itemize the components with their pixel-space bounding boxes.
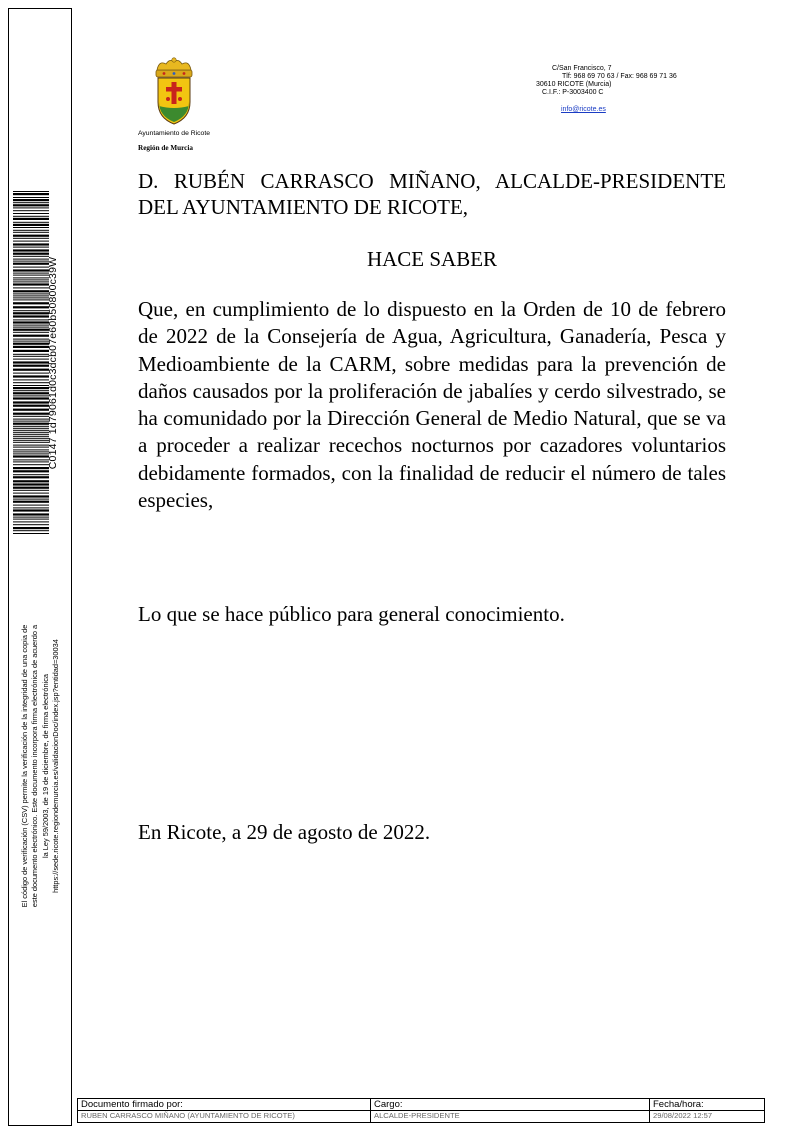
cargo-value: ALCALDE-PRESIDENTE: [371, 1111, 650, 1123]
barcode-bar: [13, 256, 49, 257]
firmado-value: RUBEN CARRASCO MIÑANO (AYUNTAMIENTO DE RICOTE): [78, 1111, 371, 1123]
barcode-bar: [13, 306, 49, 308]
barcode-bar: [13, 199, 49, 201]
barcode-bar: [13, 269, 49, 271]
barcode-bar: [13, 385, 49, 386]
barcode-bar: [13, 281, 49, 282]
barcode-bar: [13, 397, 49, 399]
barcode-bar: [13, 507, 49, 508]
barcode-bar: [13, 459, 49, 460]
barcode-bar: [13, 341, 49, 342]
barcode-bar: [13, 392, 49, 394]
fecha-value: 29/08/2022 12:57: [650, 1111, 765, 1123]
barcode-bar: [13, 279, 49, 280]
barcode-bar: [13, 210, 49, 211]
barcode-bar: [13, 235, 49, 237]
barcode-bar: [13, 436, 49, 437]
barcode-bar: [13, 447, 49, 448]
barcode-bar: [13, 533, 49, 534]
barcode-bar: [13, 312, 49, 314]
barcode-bar: [13, 409, 49, 411]
barcode-bar: [13, 449, 49, 450]
fecha-label: Fecha/hora:: [650, 1099, 765, 1111]
barcode-bar: [13, 207, 49, 208]
barcode-bar: [13, 395, 49, 396]
barcode-bar: [13, 295, 49, 296]
barcode-bar: [13, 238, 49, 239]
barcode-bar: [13, 343, 49, 345]
announcement-paragraph: Que, en cumplimiento de lo dispuesto en la Orden de 10 de febrero de 2022 de la Consejería de Agua, Agricultura, Ganadería, Pesca y Medioambiente de la CARM, sobre medidas para la prevención de daños causados por la proliferación de jabalíes y cerdo silvestrado, se ha comunidado por la Dirección General de Medio Natural, que se va a proceder a realizar recechos nocturnos por cazadores voluntarios debidamente formados, con la finalidad de reducir el número de tales especies,: [138, 297, 726, 513]
barcode-bar: [13, 259, 49, 260]
coat-of-arms-logo: [126, 56, 222, 156]
barcode-bar: [13, 483, 49, 485]
barcode-bar: [13, 273, 49, 274]
barcode-bar: [13, 369, 49, 371]
barcode-bar: [13, 213, 49, 214]
shield-icon: [158, 78, 190, 124]
barcode-bar: [13, 335, 49, 337]
barcode-bar: [13, 293, 49, 294]
barcode-bar: [13, 356, 49, 357]
barcode-bar: [13, 453, 49, 454]
barcode-bar: [13, 249, 49, 251]
crown-icon: [156, 58, 192, 77]
barcode-bar: [13, 202, 49, 203]
barcode-bar: [13, 290, 49, 292]
logo-region: Región de Murcia: [138, 144, 193, 152]
barcode-bar: [13, 519, 49, 520]
barcode-bar: [13, 373, 49, 374]
email-link[interactable]: info@ricote.es: [561, 106, 606, 113]
barcode-bar: [13, 232, 49, 233]
barcode-bar: [13, 467, 49, 469]
barcode-bar: [13, 423, 49, 425]
barcode-bar: [13, 204, 49, 206]
barcode-bar: [13, 421, 49, 422]
barcode-bar: [13, 193, 49, 195]
barcode-bar: [13, 501, 49, 503]
barcode-bar: [13, 521, 49, 522]
csv-code-text: C0147 1d79061d0c3dcb07e60b50800c39W: [47, 256, 59, 470]
address-phone: Tlf: 968 69 70 63 / Fax: 968 69 71 36: [562, 73, 677, 80]
public-notice-line: Lo que se hace público para general conocimiento.: [138, 602, 565, 626]
barcode-bar: [13, 230, 49, 231]
barcode-bar: [13, 329, 49, 331]
barcode-bar: [13, 253, 49, 255]
barcode-bar: [13, 530, 49, 531]
barcode-bar: [13, 445, 49, 446]
barcode-bar: [13, 419, 49, 420]
logo-caption: Ayuntamiento de Ricote: [137, 130, 211, 137]
barcode-bar: [13, 428, 49, 429]
barcode-bar: [13, 513, 49, 515]
barcode-bar: [13, 224, 49, 226]
barcode-bar: [13, 297, 49, 298]
barcode-bar: [13, 350, 49, 352]
barcode-bar: [13, 387, 49, 389]
date-line: En Ricote, a 29 de agosto de 2022.: [138, 820, 431, 844]
barcode-bar: [13, 325, 49, 326]
barcode-bar: [13, 379, 49, 380]
cargo-label: Cargo:: [371, 1099, 650, 1111]
barcode-bar: [13, 267, 49, 268]
barcode-bar: [13, 277, 49, 278]
barcode-bar: [13, 218, 49, 220]
barcode-bar: [13, 287, 49, 288]
verification-text: [13, 605, 69, 927]
barcode-bar: [13, 382, 49, 383]
barcode-bar: [13, 487, 49, 489]
barcode-bar: [13, 310, 49, 311]
barcode-bar: [13, 216, 49, 217]
address-street: C/San Francisco, 7: [552, 65, 612, 72]
barcode-bar: [13, 440, 49, 441]
barcode-bar: [13, 299, 49, 300]
barcode-bar: [13, 524, 49, 525]
document-body: [138, 168, 726, 514]
barcode-bar: [13, 430, 49, 431]
barcode-bar: [13, 354, 49, 355]
firmado-label: Documento firmado por:: [78, 1099, 371, 1111]
barcode-bar: [13, 327, 49, 328]
signature-table: [77, 1098, 765, 1123]
barcode-bar: [13, 517, 49, 518]
barcode-bar: [13, 416, 49, 417]
barcode-bar: [13, 455, 49, 457]
barcode-bar: [13, 493, 49, 494]
barcode-bar: [13, 227, 49, 228]
barcode-bar: [13, 426, 49, 427]
barcode-bar: [13, 505, 49, 506]
barcode-bar: [13, 434, 49, 435]
barcode-bar: [13, 241, 49, 242]
verification-line: la Ley 59/2003, de 19 de diciembre, de firma electrónica: [41, 673, 50, 859]
address-block: [520, 65, 760, 114]
verification-line: este documento electrónico. Este documento incorpora firma electrónica de acuerdo a: [30, 624, 40, 908]
document-heading: D. RUBÉN CARRASCO MIÑANO, ALCALDE-PRESIDENTE DEL AYUNTAMIENTO DE RICOTE,: [138, 169, 726, 219]
barcode-bar: [13, 499, 49, 500]
barcode-bar: [13, 474, 49, 475]
barcode-bar: [13, 359, 49, 360]
barcode-bar: [13, 490, 49, 491]
barcode-bar: [13, 302, 49, 304]
address-city: 30610 RICOTE (Murcia): [536, 81, 612, 88]
barcode-bar: [13, 222, 49, 223]
verification-sidebar: [8, 8, 72, 1126]
barcode-bar: [13, 315, 49, 317]
barcode-bar: [13, 413, 49, 415]
barcode: [13, 191, 49, 535]
barcode-bar: [13, 247, 49, 248]
barcode-bar: [13, 461, 49, 462]
barcode-bar: [13, 464, 49, 465]
verification-url[interactable]: https://sede.ricote.regiondemurcia.es/validacionDoc/index.jsp?entidad=30034: [51, 639, 61, 893]
barcode-bar: [13, 470, 49, 472]
barcode-bar: [13, 480, 49, 482]
barcode-bar: [13, 361, 49, 363]
barcode-bar: [13, 365, 49, 367]
barcode-bar: [13, 390, 49, 391]
address-cif: C.I.F.: P-3003400 C: [542, 89, 604, 96]
verification-line: El código de verificación (CSV) permite la verificación de la integridad de una copia de: [20, 624, 30, 908]
barcode-bar: [13, 401, 49, 403]
barcode-bar: [13, 243, 49, 245]
barcode-bar: [13, 476, 49, 478]
barcode-bar: [13, 191, 49, 192]
barcode-bar: [13, 321, 49, 323]
barcode-bar: [13, 495, 49, 497]
barcode-bar: [13, 275, 49, 276]
barcode-bar: [13, 197, 49, 198]
barcode-bar: [13, 332, 49, 333]
barcode-bar: [13, 375, 49, 377]
barcode-bar: [13, 339, 49, 340]
barcode-bar: [13, 283, 49, 285]
barcode-bar: [13, 527, 49, 529]
barcode-bar: [13, 451, 49, 452]
hace-saber-title: HACE SABER: [366, 247, 498, 271]
barcode-bar: [13, 319, 49, 320]
barcode-bar: [13, 346, 49, 348]
barcode-bar: [13, 261, 49, 262]
barcode-bar: [13, 438, 49, 439]
barcode-bar: [13, 405, 49, 407]
barcode-bar: [13, 263, 49, 265]
barcode-bar: [13, 509, 49, 511]
barcode-bar: [13, 432, 49, 433]
barcode-bar: [13, 442, 49, 443]
